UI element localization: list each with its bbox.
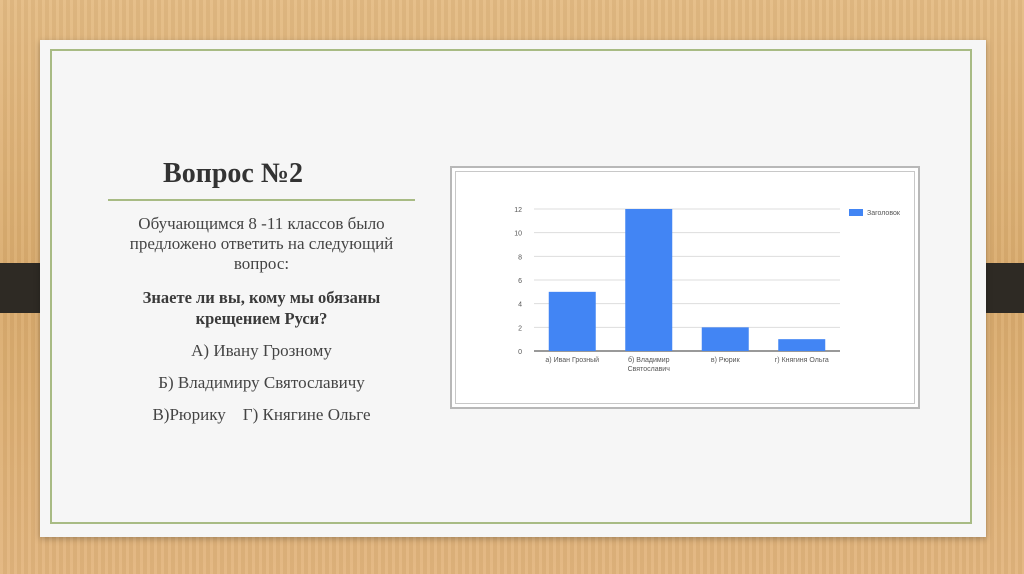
x-tick-label: г) Княгиня Ольга	[774, 357, 829, 364]
bar	[625, 209, 672, 351]
x-tick-label: б) Владимир	[627, 357, 670, 364]
bar-chart	[452, 168, 918, 407]
bar	[778, 339, 825, 351]
option-a: А) Ивану Грозному	[191, 341, 332, 360]
y-tick-label: 8	[518, 254, 522, 262]
legend-swatch	[849, 209, 863, 216]
question-text-block	[118, 214, 405, 437]
x-tick-label: в) Рюрик	[710, 357, 740, 364]
title-divider	[108, 199, 415, 201]
y-tick-label: 10	[514, 230, 522, 238]
legend-label: Заголовок	[867, 210, 900, 217]
option-v-g: В)Рюрику Г) Княгине Ольге	[152, 405, 371, 424]
y-tick-label: 6	[518, 278, 522, 285]
bar	[702, 327, 749, 351]
bar	[549, 292, 596, 351]
x-tick-label: а) Иван Грозный	[545, 357, 600, 364]
chart-container	[450, 166, 920, 409]
slide-title: Вопрос №2	[163, 158, 303, 189]
question-text: Знаете ли вы, кому мы обязаны крещением Руси?	[142, 288, 381, 328]
y-tick-label: 2	[518, 325, 522, 333]
y-tick-label: 4	[518, 301, 522, 309]
x-tick-label: Святославич	[627, 366, 670, 373]
slide	[40, 40, 986, 537]
y-tick-label: 12	[514, 207, 522, 214]
intro-text: Обучающимся 8 -11 классов было предложено ответить на следующий вопрос:	[129, 214, 394, 273]
option-b: Б) Владимиру Святославичу	[158, 373, 365, 392]
y-tick-label: 0	[518, 349, 522, 356]
